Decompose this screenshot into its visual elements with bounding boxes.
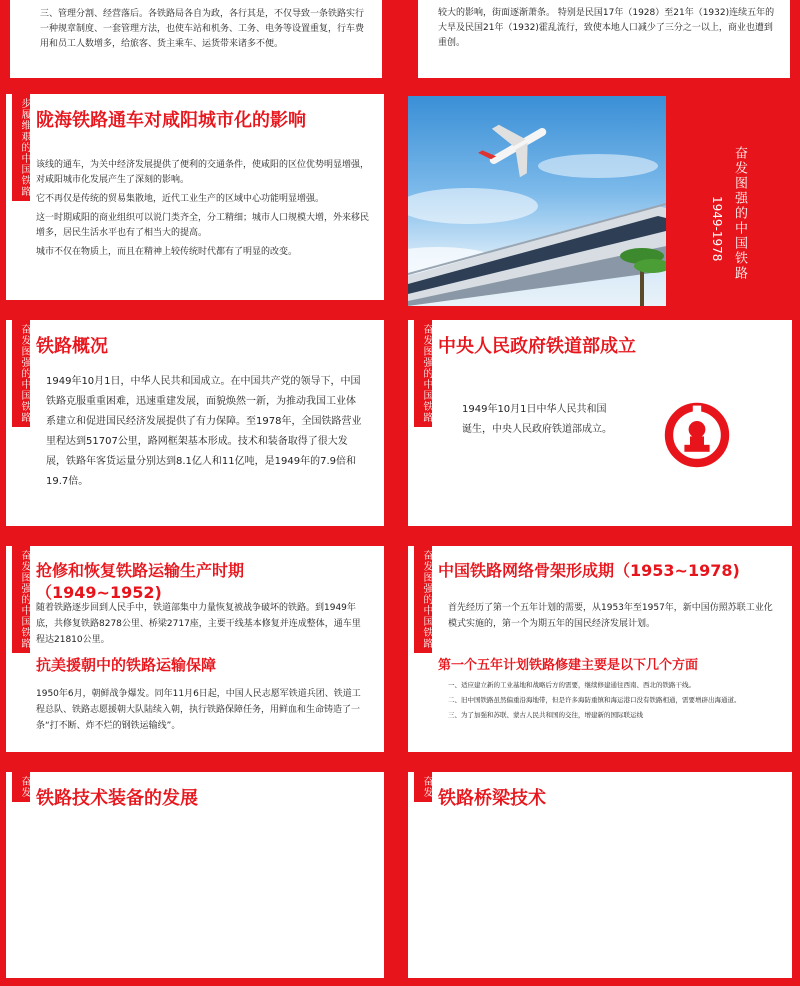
slide-body	[438, 6, 776, 51]
slide-body	[448, 680, 778, 725]
slide-body	[36, 158, 370, 264]
paragraph	[40, 0, 368, 1]
slide-ministry-founded	[408, 314, 800, 534]
palm-tree-icon	[620, 248, 666, 306]
train-photo-illustration	[408, 96, 666, 306]
list-item: 二、旧中国铁路虽然偏重沿海地带，但是许多海防重镇和海运港口没有铁路相通，需要增辟出海通道。	[448, 696, 741, 704]
list-item: 三、为了加强和苏联、蒙古人民共和国的交往，增建新的国际联运线	[448, 711, 643, 719]
slide-drought	[408, 0, 800, 88]
paragraph: 较大的影响，街面逐渐萧条。	[438, 8, 556, 18]
section-subtitle: 第一个五年计划铁路修建主要是以下几个方面	[438, 658, 699, 673]
train-photo	[408, 96, 666, 306]
airplane-icon	[471, 106, 560, 189]
slide-body: 首先经历了第一个五年计划的需要，从1953年至1957年，新中国仿照苏联工业化模式实施的，第一个为期五年的国民经济发展计划。	[448, 603, 773, 629]
slide-title: 抢修和恢复铁路运输生产时期（1949~1952)	[36, 561, 245, 602]
china-railway-logo	[662, 400, 732, 470]
slide-body: 1949年10月1日，中华人民共和国成立。在中国共产党的领导下，中国铁路克服重重困难，迅速重建发展，面貌焕然一新，为推动我国工业体系建立和促进国民经济发展提供了有力保障。至1978年，全国铁路营业里程达到51707公里，路网框架基本形成。技术和装备取得了很大发展，铁路年客货运量分别达到8.1亿人和11亿吨，是1949年的7.9倍和19.7倍。	[46, 376, 362, 487]
slide-equipment	[0, 766, 392, 986]
section-tab: 奋发图强的中国铁路	[12, 320, 30, 427]
slide-body: 1949年10月1日中华人民共和国诞生，中央人民政府铁道部成立。	[462, 404, 612, 435]
slide-bridge-tech	[408, 766, 800, 986]
section-tab: 奋发图强的中国铁路	[414, 320, 432, 427]
section-tab: 步履维艰的中国铁路	[12, 94, 30, 201]
section-tab: 奋发图强的中国铁路	[414, 546, 432, 653]
slide-card	[408, 546, 792, 752]
slide-title: 中央人民政府铁道部成立	[438, 336, 636, 357]
paragraph: 特别是民国17年（1928）至21年（1932)连续五年的大旱及民国21年（1932)霍乱流行，致使本地人口减少了三分之一以上，商业也遭到重创。	[438, 8, 775, 48]
slide-card	[408, 772, 792, 978]
section-tab: 奋发图强的中国铁路	[12, 546, 30, 653]
list-item: 一、适应建立新的工业基地和战略后方的需要，继续修建通往西南、西北的铁路干线。	[448, 681, 695, 689]
slide-longhai-railway	[0, 88, 392, 308]
section-cover-title: 奋发图强的中国铁路	[732, 146, 747, 281]
paragraph: 这一时期咸阳的商业组织可以说门类齐全，分工精细；城市人口规模大增，外来移民增多，居民生活水平也有了相当大的提高。	[36, 213, 370, 238]
slide-card	[6, 772, 384, 978]
paragraph: 城市不仅在物质上，而且在精神上较传统时代都有了明显的改变。	[36, 247, 298, 257]
paragraph: 三、管理分割、经营落后。各铁路局各自为政，各行其是，不仅导致一条铁路实行一种规章制度、一套管理方法，也使车站和机务、工务、电务等设置重复，行车费用和员工人数增多，给旅客、货主乘车、运货带来诸多不便。	[40, 9, 365, 49]
section-subtitle: 抗美援朝中的铁路运输保障	[36, 656, 217, 674]
slide-body: 随着铁路逐步回到人民手中，铁道部集中力量恢复被战争破坏的铁路。到1949年底，共修复铁路8278公里、桥梁2717座，主要干线基本修复并连成整体，通车里程达21810公里。	[36, 603, 361, 645]
slide-card	[416, 0, 792, 80]
section-cover-panel	[666, 96, 800, 306]
slide-card	[8, 0, 384, 80]
slide-card	[6, 546, 384, 752]
paragraph: 它不再仅是传统的贸易集散地，近代工业生产的区域中心功能明显增强。	[36, 194, 325, 204]
section-tab: 奋发	[12, 772, 30, 802]
slide-card	[6, 94, 384, 300]
slide-body: 1950年6月，朝鲜战争爆发。同年11月6日起，中国人民志愿军铁道兵团、铁道工程总队、铁路志愿援朝大队陆续入朝，执行铁路保障任务，用鲜血和生命铸造了一条“打不断、炸不烂的钢铁运输线”。	[36, 689, 361, 731]
slide-title: 陇海铁路通车对咸阳城市化的影响	[36, 110, 306, 131]
section-cover-year: 1949-1978	[710, 196, 724, 262]
slide-management-issues	[0, 0, 392, 88]
slide-card	[408, 320, 792, 526]
slide-card	[6, 320, 384, 526]
slide-body	[40, 0, 368, 56]
slide-railway-overview	[0, 314, 392, 534]
slide-title: 铁路概况	[36, 336, 108, 357]
paragraph: 该线的通车，为关中经济发展提供了便利的交通条件，使咸阳的区位优势明显增强，对咸阳城市化发展产生了深刻的影响。	[36, 160, 370, 185]
slide-title: 中国铁路网络骨架形成期（1953~1978)	[438, 561, 740, 580]
slide-repair-period	[0, 540, 392, 760]
slide-title: 铁路技术装备的发展	[36, 788, 198, 809]
slide-title: 铁路桥梁技术	[438, 788, 546, 809]
section-tab: 奋发	[414, 772, 432, 802]
slide-network-backbone	[408, 540, 800, 760]
